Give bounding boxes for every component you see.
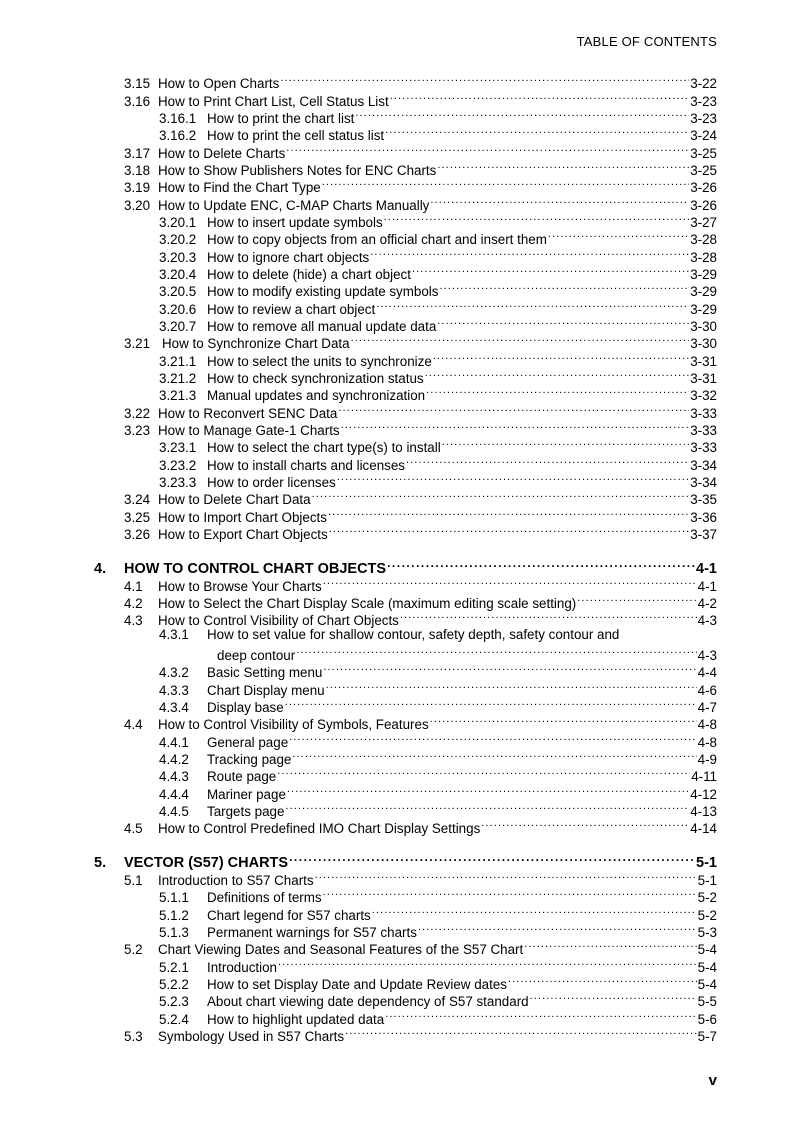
toc-entry[interactable] [124, 816, 717, 836]
toc-number: 5.2.3 [159, 994, 189, 1009]
toc-number: 3.25 [124, 510, 151, 525]
toc-entry[interactable] [159, 989, 717, 1009]
dot-leader [286, 141, 689, 158]
toc-title: Targets page [207, 804, 285, 819]
toc-number: 3.23.3 [159, 475, 197, 490]
toc-number: 5.1 [124, 873, 143, 888]
toc-number: 3.16.2 [159, 128, 197, 143]
dot-leader [370, 245, 689, 262]
dot-leader [355, 106, 689, 123]
toc-title: About chart viewing date dependency of S57 standard [207, 994, 529, 1009]
toc-title: Permanent warnings for S57 charts [207, 925, 417, 940]
toc-page: 4-4 [697, 665, 717, 680]
toc-entry[interactable] [124, 175, 717, 195]
toc-number: 3.21.2 [159, 371, 197, 386]
toc-entry[interactable] [159, 297, 717, 317]
toc-page: 3-28 [690, 250, 717, 265]
toc-title: How to print the cell status list [207, 128, 385, 143]
toc-entry[interactable] [124, 141, 717, 161]
toc-page: 4-11 [691, 769, 717, 784]
toc-number: 4.3.1 [159, 627, 189, 642]
toc-number: 5.2.1 [159, 960, 189, 975]
dot-leader [437, 158, 689, 175]
toc-page: 4-8 [697, 735, 717, 750]
dot-leader [323, 574, 697, 591]
toc-entry[interactable] [159, 279, 717, 299]
dot-leader [322, 175, 689, 192]
toc-entry[interactable] [159, 383, 717, 403]
dot-leader [508, 972, 697, 989]
toc-entry[interactable] [159, 730, 717, 750]
toc-page: 3-33 [690, 406, 717, 421]
toc-entry[interactable] [124, 418, 717, 438]
toc-page: 5-2 [697, 908, 717, 923]
toc-entry[interactable] [159, 799, 717, 819]
dot-leader [287, 782, 689, 799]
toc-title: How to install charts and licenses [207, 458, 405, 473]
toc-number: 4.4 [124, 717, 143, 732]
toc-title: How to Synchronize Chart Data [162, 336, 350, 351]
toc-entry[interactable] [124, 505, 717, 525]
toc-number: 4.5 [124, 821, 143, 836]
running-header: TABLE OF CONTENTS [576, 34, 717, 49]
toc-entry[interactable] [124, 71, 717, 91]
dot-leader [351, 331, 690, 348]
toc-number: 3.20.2 [159, 232, 197, 247]
toc-entry[interactable] [159, 885, 717, 905]
dot-leader [384, 210, 690, 227]
toc-number: 3.24 [124, 492, 151, 507]
toc-page: 5-1 [696, 855, 717, 871]
toc-title: How to Print Chart List, Cell Status List [158, 94, 389, 109]
toc-title: Symbology Used in S57 Charts [158, 1029, 345, 1044]
toc-page: 5-2 [697, 890, 717, 905]
dot-leader [430, 712, 697, 729]
toc-page: 3-33 [690, 440, 717, 455]
dot-leader [437, 314, 689, 331]
toc-entry[interactable] [159, 747, 717, 767]
toc-entry[interactable] [124, 574, 717, 594]
toc-number: 3.20.5 [159, 284, 197, 299]
toc-entry[interactable] [124, 937, 717, 957]
toc-entry[interactable] [159, 435, 717, 455]
toc-title: How to Control Predefined IMO Chart Display Settings [158, 821, 481, 836]
toc-number: 5.1.1 [159, 890, 189, 905]
toc-page: 3-29 [690, 302, 717, 317]
toc-title: How to select the chart type(s) to install [207, 440, 441, 455]
toc-entry[interactable] [124, 608, 717, 628]
toc-number: 3.20.7 [159, 319, 197, 334]
toc-title: Introduction [207, 960, 277, 975]
dot-leader [442, 435, 689, 452]
dot-leader [315, 868, 697, 885]
toc-number: 3.17 [124, 146, 151, 161]
toc-entry[interactable] [159, 764, 717, 784]
dot-leader [338, 401, 689, 418]
toc-number: 3.16.1 [159, 111, 197, 126]
toc-number: 3.18 [124, 163, 151, 178]
toc-number: 3.19 [124, 180, 151, 195]
toc-page: 3-34 [690, 458, 717, 473]
toc-title: Chart legend for S57 charts [207, 908, 371, 923]
toc-number: 4.4.1 [159, 735, 189, 750]
toc-page: 3-26 [690, 198, 717, 213]
toc-page: 3-33 [690, 423, 717, 438]
toc-title: HOW TO CONTROL CHART OBJECTS [124, 561, 387, 577]
toc-title: How to set Display Date and Update Review dates [207, 977, 507, 992]
toc-title: How to Show Publishers Notes for ENC Charts [158, 163, 437, 178]
toc-number: 3.23.2 [159, 458, 197, 473]
toc-number: 5.2 [124, 942, 143, 957]
toc-title: How to Open Charts [158, 76, 280, 91]
toc-page: 4-6 [697, 683, 717, 698]
toc-title: Display base [207, 700, 284, 715]
toc-number: 3.23.1 [159, 440, 197, 455]
toc-page: 3-35 [690, 492, 717, 507]
dot-leader [337, 470, 689, 487]
dot-leader [328, 505, 689, 522]
dot-leader [278, 955, 697, 972]
toc-page: 5-5 [697, 994, 717, 1009]
toc-entry-continued[interactable] [217, 643, 717, 663]
dot-leader [425, 366, 690, 383]
dot-leader [577, 591, 696, 608]
toc-entry[interactable] [159, 349, 717, 369]
toc-entry[interactable] [124, 1024, 717, 1044]
toc-title: How to ignore chart objects [207, 250, 370, 265]
toc-title: Introduction to S57 Charts [158, 873, 314, 888]
toc-page: 3-25 [690, 146, 717, 161]
toc-entry[interactable] [159, 782, 717, 802]
toc-title: Manual updates and synchronization [207, 388, 426, 403]
toc-page: 3-26 [690, 180, 717, 195]
toc-page: 4-12 [690, 787, 717, 802]
toc-page: 3-29 [690, 284, 717, 299]
toc-title: Definitions of terms [207, 890, 322, 905]
toc-entry[interactable] [159, 972, 717, 992]
toc-title: How to Control Visibility of Symbols, Features [158, 717, 429, 732]
toc-title: Route page [207, 769, 277, 784]
toc-entry[interactable] [159, 366, 717, 386]
dot-leader [345, 1024, 697, 1041]
toc-entry[interactable] [124, 712, 717, 732]
toc-page: 3-30 [690, 336, 717, 351]
toc-page: 4-2 [697, 596, 717, 611]
toc-page: 5-1 [697, 873, 717, 888]
dot-leader [285, 695, 697, 712]
dot-leader [548, 227, 689, 244]
toc-page: 4-3 [697, 613, 717, 628]
toc-entry[interactable] [124, 89, 717, 109]
toc-title: How to Control Visibility of Chart Objects [158, 613, 399, 628]
dot-leader [385, 123, 689, 140]
toc-page: 4-7 [697, 700, 717, 715]
dot-leader [426, 383, 689, 400]
toc-title: How to check synchronization status [207, 371, 424, 386]
toc-page: 4-14 [690, 821, 717, 836]
toc-number: 5.2.4 [159, 1012, 189, 1027]
toc-page: 3-22 [690, 76, 717, 91]
dot-leader [400, 608, 697, 625]
toc-page: 4-8 [697, 717, 717, 732]
toc-page: 5-6 [697, 1012, 717, 1027]
dot-leader [385, 1007, 696, 1024]
dot-leader [530, 989, 697, 1006]
toc-number: 3.21.1 [159, 354, 197, 369]
toc-title: How to Browse Your Charts [158, 579, 322, 594]
dot-leader [406, 453, 689, 470]
dot-leader [390, 89, 689, 106]
toc-entry[interactable] [159, 920, 717, 940]
toc-title: How to print the chart list [207, 111, 355, 126]
toc-entry[interactable] [124, 193, 717, 213]
toc-number: 4.3.4 [159, 700, 189, 715]
toc-number: 3.21.3 [159, 388, 197, 403]
toc-page: 3-31 [690, 354, 717, 369]
toc-entry[interactable] [124, 487, 717, 507]
dot-leader [341, 418, 690, 435]
dot-leader [289, 850, 695, 867]
toc-number: 4.3.2 [159, 665, 189, 680]
toc-page: 4-9 [697, 752, 717, 767]
toc-title: How to Import Chart Objects [158, 510, 327, 525]
toc-title: How to review a chart object [207, 302, 376, 317]
toc-number: 3.23 [124, 423, 151, 438]
dot-leader [387, 556, 695, 573]
toc-number: 4.3 [124, 613, 143, 628]
toc-entry[interactable] [124, 522, 717, 542]
toc-entry[interactable] [124, 868, 717, 888]
toc-number: 5.2.2 [159, 977, 189, 992]
dot-leader [323, 885, 697, 902]
toc-title: How to delete (hide) a chart object [207, 267, 411, 282]
toc-number: 3.15 [124, 76, 151, 91]
dot-leader [524, 937, 696, 954]
dot-leader [280, 71, 689, 88]
dot-leader [430, 193, 689, 210]
toc-title: General page [207, 735, 289, 750]
toc-title: How to copy objects from an official chart and insert them [207, 232, 547, 247]
dot-leader [418, 920, 697, 937]
toc-page: 5-4 [697, 960, 717, 975]
toc-page: 4-1 [697, 579, 717, 594]
toc-title: Chart Viewing Dates and Seasonal Features of the S57 Chart [158, 942, 524, 957]
toc-entry[interactable] [159, 314, 717, 334]
toc-title: How to Manage Gate-1 Charts [158, 423, 340, 438]
toc-entry[interactable] [159, 903, 717, 923]
toc-title: Mariner page [207, 787, 286, 802]
dot-leader [296, 643, 696, 660]
toc-title: How to insert update symbols [207, 215, 383, 230]
dot-leader [326, 678, 697, 695]
toc-page: 3-37 [690, 527, 717, 542]
dot-leader [329, 522, 690, 539]
toc-page: 5-3 [697, 925, 717, 940]
toc-title: How to highlight updated data [207, 1012, 385, 1027]
toc-entry[interactable] [159, 678, 717, 698]
toc-entry[interactable] [159, 470, 717, 490]
toc-number: 3.26 [124, 527, 151, 542]
toc-number: 4.1 [124, 579, 143, 594]
toc-number: 5.1.3 [159, 925, 189, 940]
dot-leader [372, 903, 697, 920]
toc-number: 4.2 [124, 596, 143, 611]
toc-entry[interactable] [124, 401, 717, 421]
toc-title: How to Update ENC, C-MAP Charts Manually [158, 198, 430, 213]
toc-title: How to select the units to synchronize [207, 354, 432, 369]
dot-leader [376, 297, 689, 314]
toc-chapter[interactable] [94, 556, 717, 577]
toc-page: 3-25 [690, 163, 717, 178]
toc-page: 3-36 [690, 510, 717, 525]
toc-entry[interactable] [159, 626, 717, 643]
toc-entry[interactable] [124, 331, 717, 351]
toc-title: How to set value for shallow contour, safety depth, safety contour and [207, 627, 620, 642]
toc-number: 3.20.4 [159, 267, 197, 282]
toc-title: How to Select the Chart Display Scale (maximum editing scale setting) [158, 596, 577, 611]
dot-leader [439, 279, 689, 296]
toc-number: 3.20 [124, 198, 151, 213]
toc-page: 3-34 [690, 475, 717, 490]
toc-title: VECTOR (S57) CHARTS [124, 855, 289, 871]
toc-number: 4.4.5 [159, 804, 189, 819]
toc-page: 4-13 [690, 804, 717, 819]
toc-page: 3-23 [690, 94, 717, 109]
dot-leader [285, 799, 689, 816]
toc-number: 3.21 [124, 336, 151, 351]
toc-number: 4.4.2 [159, 752, 189, 767]
dot-leader [481, 816, 689, 833]
toc-title: How to Delete Charts [158, 146, 286, 161]
dot-leader [433, 349, 689, 366]
toc-page: 3-30 [690, 319, 717, 334]
toc-entry[interactable] [159, 106, 717, 126]
toc-title: How to Delete Chart Data [158, 492, 311, 507]
toc-number: 4.4.4 [159, 787, 189, 802]
toc-title: How to Find the Chart Type [158, 180, 321, 195]
toc-title: Tracking page [207, 752, 292, 767]
toc-page: 3-23 [690, 111, 717, 126]
toc-page: 3-27 [690, 215, 717, 230]
toc-title: Chart Display menu [207, 683, 325, 698]
dot-leader [312, 487, 690, 504]
dot-leader [323, 660, 696, 677]
toc-number: 5. [94, 855, 107, 871]
toc-page: 3-24 [690, 128, 717, 143]
toc-title: How to modify existing update symbols [207, 284, 439, 299]
toc-entry[interactable] [124, 158, 717, 178]
toc-number: 3.22 [124, 406, 151, 421]
toc-entry[interactable] [159, 123, 717, 143]
toc-entry[interactable] [124, 591, 717, 611]
toc-number: 3.20.3 [159, 250, 197, 265]
toc-page: 3-28 [690, 232, 717, 247]
toc-entry[interactable] [159, 453, 717, 473]
toc-title: How to Reconvert SENC Data [158, 406, 338, 421]
toc-title: How to Export Chart Objects [158, 527, 328, 542]
toc-entry[interactable] [159, 245, 717, 265]
toc-page: 3-31 [690, 371, 717, 386]
toc-title: deep contour [217, 648, 296, 663]
toc-entry[interactable] [159, 660, 717, 680]
toc-number: 4. [94, 561, 107, 577]
toc-number: 4.4.3 [159, 769, 189, 784]
toc-chapter[interactable] [94, 850, 717, 871]
toc-entry[interactable] [159, 210, 717, 230]
toc-number: 3.20.6 [159, 302, 197, 317]
toc-entry[interactable] [159, 695, 717, 715]
dot-leader [277, 764, 690, 781]
toc-page: 4-1 [696, 561, 717, 577]
toc-number: 3.20.1 [159, 215, 197, 230]
dot-leader [412, 262, 689, 279]
toc-number: 5.3 [124, 1029, 143, 1044]
page-number: v [708, 1072, 717, 1089]
dot-leader [292, 747, 696, 764]
toc-title: Basic Setting menu [207, 665, 323, 680]
toc-page: 5-4 [697, 942, 717, 957]
toc-title: How to remove all manual update data [207, 319, 437, 334]
dot-leader [289, 730, 696, 747]
toc-entry[interactable] [159, 227, 717, 247]
toc-number: 3.16 [124, 94, 151, 109]
toc-entry[interactable] [159, 1007, 717, 1027]
toc-entry[interactable] [159, 262, 717, 282]
toc-title: How to order licenses [207, 475, 336, 490]
toc-entry[interactable] [159, 955, 717, 975]
toc-number: 5.1.2 [159, 908, 189, 923]
toc-page: 5-4 [697, 977, 717, 992]
toc-page: 4-3 [697, 648, 717, 663]
toc-page: 3-32 [690, 388, 717, 403]
toc-page: 5-7 [697, 1029, 717, 1044]
toc-page: 3-29 [690, 267, 717, 282]
toc-number: 4.3.3 [159, 683, 189, 698]
